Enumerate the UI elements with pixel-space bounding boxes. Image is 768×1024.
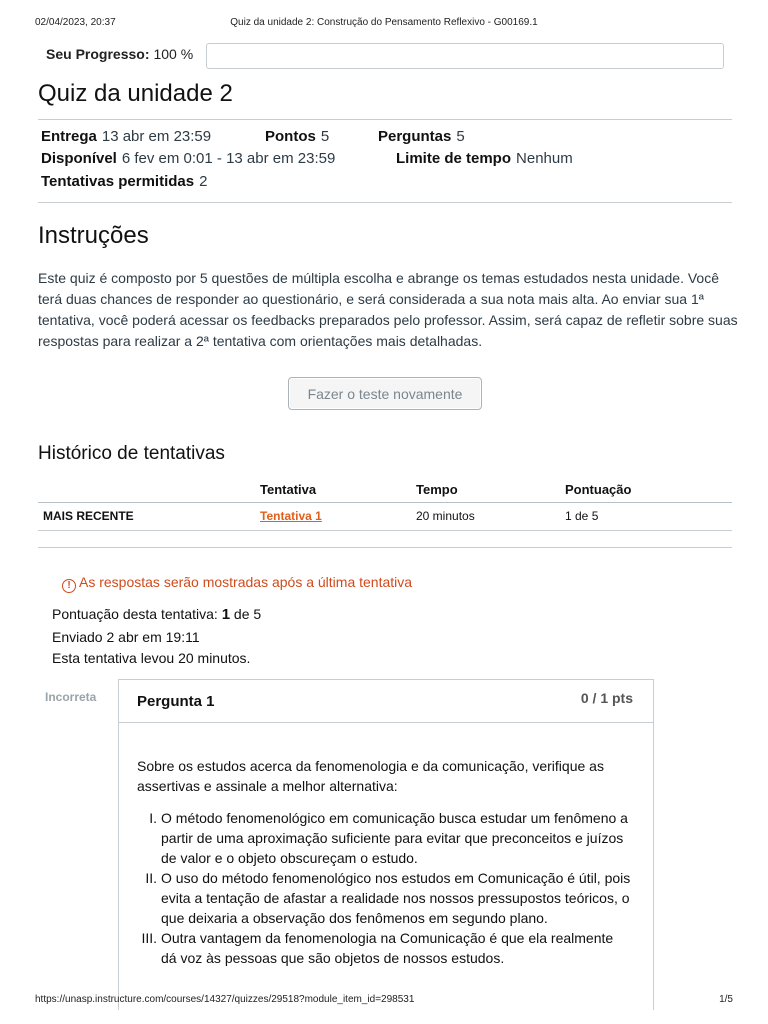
print-datetime: 02/04/2023, 20:37 [35, 17, 116, 28]
page-title: Quiz da unidade 2 [38, 80, 233, 107]
meta-questions [378, 128, 465, 145]
question-assertions [137, 808, 631, 968]
answers-warning [62, 574, 412, 593]
meta-available-value: 6 fev em 0:01 - 13 abr em 23:59 [121, 150, 336, 167]
divider [38, 119, 732, 120]
meta-points [265, 128, 329, 145]
meta-available-label: Disponível [41, 150, 117, 167]
meta-points-label: Pontos [265, 128, 316, 145]
history-col-time: Tempo [416, 482, 458, 497]
list-item-number: II. [145, 870, 157, 886]
divider [38, 530, 732, 531]
meta-time-limit [396, 150, 573, 167]
list-item-text: Outra vantagem da fenomenologia na Comunicação é que ela realmente dá voz às pessoas que são objetos de nossos estudos. [161, 930, 614, 966]
retake-quiz-button[interactable]: Fazer o teste novamente [288, 377, 482, 410]
print-url: https://unasp.instructure.com/courses/14327/quizzes/29518?module_item_id=298531 [35, 994, 415, 1005]
progress-label-wrap [46, 46, 193, 62]
warning-icon: ! [62, 579, 76, 593]
history-row-score: 1 de 5 [565, 509, 599, 523]
history-col-attempt: Tentativa [260, 482, 317, 497]
question-header [119, 680, 653, 723]
attempt-score-prefix: Pontuação desta tentativa: [52, 606, 218, 622]
attempt-score-suffix: de 5 [233, 606, 262, 622]
progress-bar [206, 43, 724, 69]
meta-available [41, 150, 335, 167]
progress-value: 100 % [153, 46, 194, 62]
history-row-attempt[interactable] [260, 509, 322, 523]
instructions-text: Este quiz é composto por 5 questões de múltipla escolha e abrange os temas estudados nesta unidade. Você terá duas chances de responder ao questionário, e será considerada a sua nota mais alta. Ao enviar sua 1ª tentativa, você poderá acessar os feedbacks preparados pelo professor. Assim, será capaz de refletir sobre suas respostas para realizar a 2ª tentativa com orientações mais detalhadas. [38, 270, 738, 349]
meta-due [41, 128, 211, 145]
print-page-title: Quiz da unidade 2: Construção do Pensamento Reflexivo - G00169.1 [230, 17, 538, 28]
history-row-time: 20 minutos [416, 509, 475, 523]
question-text: Sobre os estudos acerca da fenomenologia e da comunicação, verifique as assertivas e assinale a melhor alternativa: [137, 758, 604, 794]
instructions-heading: Instruções [38, 222, 149, 249]
meta-questions-value: 5 [456, 128, 465, 145]
print-page-number: 1/5 [719, 994, 733, 1005]
list-item [137, 928, 631, 968]
history-header-divider [38, 502, 732, 503]
list-item [137, 868, 631, 928]
meta-time-limit-value: Nenhum [516, 150, 573, 167]
question-points: 0 / 1 pts [580, 690, 633, 706]
divider [38, 547, 732, 548]
question-title: Pergunta 1 [137, 693, 215, 710]
meta-time-limit-label: Limite de tempo [396, 150, 512, 167]
meta-due-value: 13 abr em 23:59 [101, 128, 212, 145]
divider [38, 202, 732, 203]
list-item [137, 808, 631, 868]
attempt-score [52, 606, 261, 623]
attempt-score-value: 1 [221, 606, 231, 623]
list-item-text: O método fenomenológico em comunicação busca estudar um fenômeno a partir de uma aproximação suficiente para evitar que preconceitos e juízos de valor e o objeto obscureçam o estudo. [161, 810, 628, 866]
meta-attempts [41, 173, 207, 190]
meta-attempts-label: Tentativas permitidas [41, 173, 195, 190]
list-item-text: O uso do método fenomenológico nos estudos em Comunicação é útil, pois evita a tentação de afastar a realidade nos nossos pressupostos teóricos, o que deixaria a observação dos fenômenos em segundo plano. [161, 870, 631, 926]
progress-label: Seu Progresso: [46, 46, 150, 62]
attempt-submitted: Enviado 2 abr em 19:11 [52, 629, 200, 645]
attempt-duration: Esta tentativa levou 20 minutos. [52, 650, 251, 666]
attempt-link[interactable]: Tentativa 1 [260, 509, 322, 523]
meta-attempts-value: 2 [199, 173, 208, 190]
history-row-label: MAIS RECENTE [43, 509, 134, 523]
history-heading: Histórico de tentativas [38, 443, 225, 464]
answers-warning-text: As respostas serão mostradas após a última tentativa [79, 574, 413, 590]
list-item-number: I. [149, 810, 157, 826]
progress-section [46, 43, 724, 69]
meta-points-value: 5 [320, 128, 330, 145]
question-card [118, 679, 654, 1010]
question-status-badge: Incorreta [45, 690, 97, 704]
meta-due-label: Entrega [41, 128, 97, 145]
progress-bar-fill [207, 44, 723, 68]
meta-questions-label: Perguntas [378, 128, 452, 145]
history-col-score: Pontuação [565, 482, 632, 497]
list-item-number: III. [141, 930, 157, 946]
